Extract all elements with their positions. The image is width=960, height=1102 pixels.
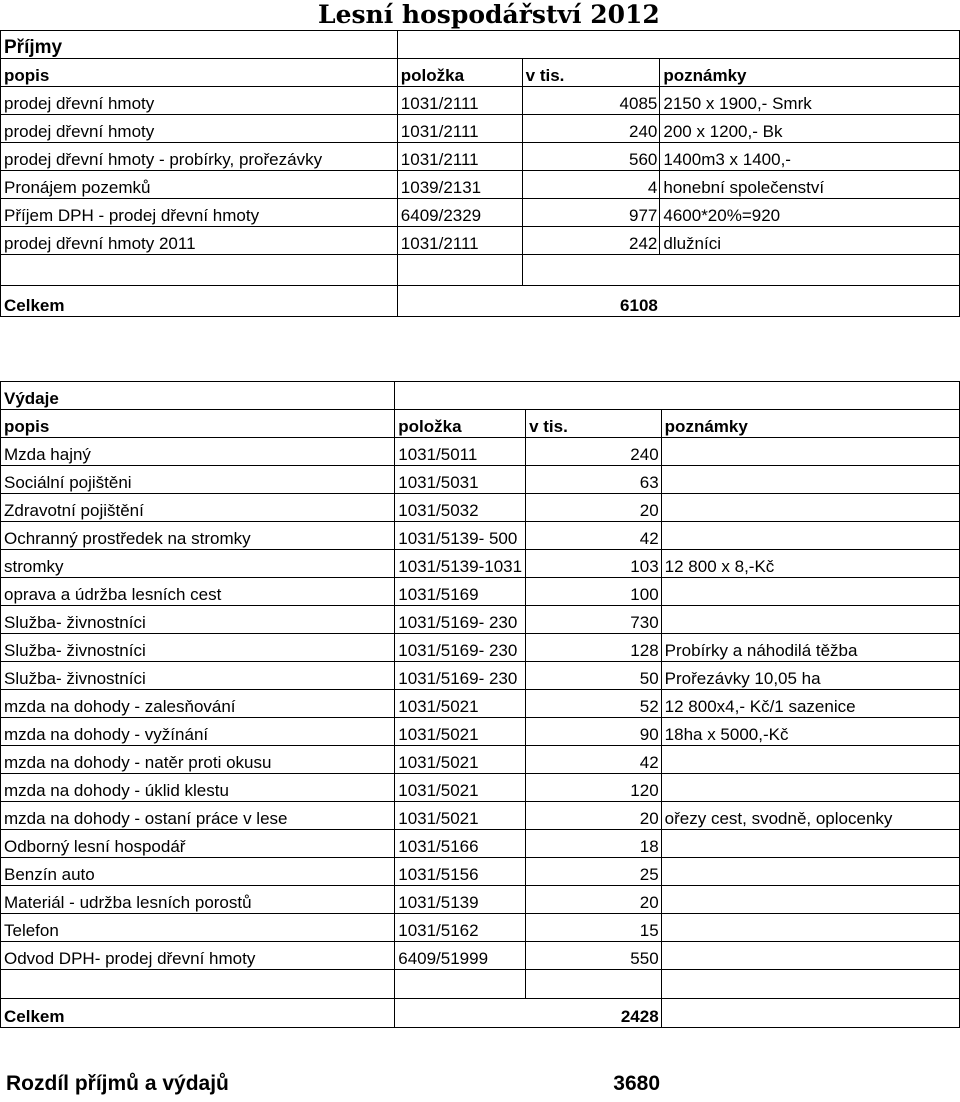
cell-vtis: 4 (522, 171, 660, 199)
cell-vtis: 42 (526, 746, 662, 774)
cell-polozka: 1031/5031 (395, 466, 526, 494)
empty-cell (1, 970, 395, 999)
cell-vtis: 977 (522, 199, 660, 227)
cell-vtis: 63 (526, 466, 662, 494)
cell-polozka: 1031/5032 (395, 494, 526, 522)
cell-poznamky: ořezy cest, svodně, oplocenky (661, 802, 959, 830)
cell-polozka: 1031/5139 (395, 886, 526, 914)
cell-popis: oprava a údržba lesních cest (1, 578, 395, 606)
income-header-row (1, 59, 960, 87)
table-row (1, 858, 960, 886)
cell-vtis: 120 (526, 774, 662, 802)
table-row (1, 466, 960, 494)
cell-polozka: 6409/2329 (397, 199, 522, 227)
cell-poznamky (661, 858, 959, 886)
cell-poznamky (661, 438, 959, 466)
cell-vtis: 52 (526, 690, 662, 718)
empty-cell (395, 382, 526, 410)
income-total-label: Celkem (1, 286, 398, 317)
cell-vtis: 550 (526, 942, 662, 970)
expense-total-value: 2428 (526, 999, 662, 1028)
cell-polozka: 1031/5169- 230 (395, 662, 526, 690)
empty-cell (661, 382, 959, 410)
empty-cell (660, 286, 960, 317)
table-row (1, 886, 960, 914)
cell-popis: Pronájem pozemků (1, 171, 398, 199)
header-poznamky: poznámky (661, 410, 959, 438)
cell-polozka: 1031/5021 (395, 746, 526, 774)
table-row (1, 774, 960, 802)
empty-cell (522, 255, 660, 286)
cell-poznamky: 12 800 x 8,-Kč (661, 550, 959, 578)
table-row (1, 171, 960, 199)
empty-cell (661, 999, 959, 1028)
table-row (1, 522, 960, 550)
cell-vtis: 90 (526, 718, 662, 746)
cell-popis: Služba- živnostníci (1, 662, 395, 690)
cell-polozka: 1031/5021 (395, 690, 526, 718)
empty-cell (522, 31, 660, 59)
table-row (1, 718, 960, 746)
header-vtis: v tis. (522, 59, 660, 87)
cell-vtis: 103 (526, 550, 662, 578)
header-vtis: v tis. (526, 410, 662, 438)
cell-popis: mzda na dohody - natěr proti okusu (1, 746, 395, 774)
cell-poznamky: 18ha x 5000,-Kč (661, 718, 959, 746)
cell-polozka: 1031/5139-1031 (395, 550, 526, 578)
header-popis: popis (1, 410, 395, 438)
cell-vtis: 240 (526, 438, 662, 466)
cell-popis: Služba- živnostníci (1, 606, 395, 634)
cell-poznamky: dlužníci (660, 227, 960, 255)
cell-popis: prodej dřevní hmoty 2011 (1, 227, 398, 255)
cell-vtis: 128 (526, 634, 662, 662)
empty-cell (660, 255, 960, 286)
cell-vtis: 730 (526, 606, 662, 634)
table-row (1, 143, 960, 171)
expense-spacer-row (1, 970, 960, 999)
income-title-row (1, 31, 960, 59)
cell-popis: Materiál - udržba lesních porostů (1, 886, 395, 914)
cell-popis: Příjem DPH - prodej dřevní hmoty (1, 199, 398, 227)
cell-poznamky (661, 942, 959, 970)
cell-vtis: 242 (522, 227, 660, 255)
table-row (1, 227, 960, 255)
empty-cell (661, 970, 959, 999)
empty-cell (526, 970, 662, 999)
header-polozka: položka (395, 410, 526, 438)
expense-section-title: Výdaje (1, 382, 395, 410)
cell-popis: Odborný lesní hospodář (1, 830, 395, 858)
table-row (1, 578, 960, 606)
cell-popis: mzda na dohody - úklid klestu (1, 774, 395, 802)
difference-label: Rozdíl příjmů a výdajů (6, 1072, 229, 1095)
cell-poznamky (661, 522, 959, 550)
income-spacer-row (1, 255, 960, 286)
expense-total-label: Celkem (1, 999, 395, 1028)
cell-polozka: 1031/5011 (395, 438, 526, 466)
cell-vtis: 20 (526, 886, 662, 914)
table-row (1, 87, 960, 115)
table-row (1, 830, 960, 858)
income-total-value: 6108 (397, 286, 660, 317)
cell-popis: mzda na dohody - zalesňování (1, 690, 395, 718)
cell-popis: stromky (1, 550, 395, 578)
header-poznamky: poznámky (660, 59, 960, 87)
cell-polozka: 1031/2111 (397, 143, 522, 171)
cell-popis: Odvod DPH- prodej dřevní hmoty (1, 942, 395, 970)
empty-cell (660, 31, 960, 59)
page-title: Lesní hospodářství 2012 (318, 0, 660, 29)
empty-cell (395, 970, 526, 999)
empty-cell (395, 999, 526, 1028)
difference-value: 3680 (613, 1072, 660, 1095)
table-row (1, 634, 960, 662)
expense-table (0, 381, 960, 1028)
table-row (1, 438, 960, 466)
cell-poznamky (661, 494, 959, 522)
cell-vtis: 25 (526, 858, 662, 886)
cell-polozka: 1031/5162 (395, 914, 526, 942)
cell-poznamky: Prořezávky 10,05 ha (661, 662, 959, 690)
cell-vtis: 20 (526, 494, 662, 522)
cell-polozka: 1031/2111 (397, 87, 522, 115)
cell-polozka: 1039/2131 (397, 171, 522, 199)
cell-popis: prodej dřevní hmoty - probírky, prořezávky (1, 143, 398, 171)
cell-popis: Telefon (1, 914, 395, 942)
table-row (1, 199, 960, 227)
income-table (0, 30, 960, 317)
cell-vtis: 15 (526, 914, 662, 942)
cell-popis: Sociální pojištěni (1, 466, 395, 494)
expense-header-row (1, 410, 960, 438)
income-total-row (1, 286, 960, 317)
table-row (1, 802, 960, 830)
table-row (1, 662, 960, 690)
cell-poznamky: 4600*20%=920 (660, 199, 960, 227)
cell-poznamky: 12 800x4,- Kč/1 sazenice (661, 690, 959, 718)
income-section-title: Příjmy (1, 31, 398, 59)
expense-total-row (1, 999, 960, 1028)
cell-popis: Benzín auto (1, 858, 395, 886)
table-row (1, 942, 960, 970)
cell-polozka: 1031/2111 (397, 115, 522, 143)
cell-poznamky: honební společenství (660, 171, 960, 199)
cell-polozka: 1031/5139- 500 (395, 522, 526, 550)
table-row (1, 494, 960, 522)
empty-cell (1, 255, 398, 286)
cell-popis: Zdravotní pojištění (1, 494, 395, 522)
cell-poznamky: 200 x 1200,- Bk (660, 115, 960, 143)
cell-polozka: 6409/51999 (395, 942, 526, 970)
cell-poznamky (661, 774, 959, 802)
cell-poznamky (661, 886, 959, 914)
cell-polozka: 1031/5021 (395, 802, 526, 830)
header-polozka: položka (397, 59, 522, 87)
cell-polozka: 1031/5021 (395, 774, 526, 802)
table-row (1, 746, 960, 774)
cell-popis: mzda na dohody - vyžínání (1, 718, 395, 746)
empty-cell (397, 31, 522, 59)
table-row (1, 914, 960, 942)
cell-poznamky (661, 830, 959, 858)
cell-vtis: 100 (526, 578, 662, 606)
cell-popis: Mzda hajný (1, 438, 395, 466)
empty-cell (397, 255, 522, 286)
table-row (1, 606, 960, 634)
cell-vtis: 18 (526, 830, 662, 858)
cell-vtis: 42 (526, 522, 662, 550)
cell-poznamky (661, 914, 959, 942)
table-row (1, 550, 960, 578)
cell-vtis: 560 (522, 143, 660, 171)
cell-popis: mzda na dohody - ostaní práce v lese (1, 802, 395, 830)
header-popis: popis (1, 59, 398, 87)
cell-polozka: 1031/5169- 230 (395, 634, 526, 662)
cell-poznamky (661, 466, 959, 494)
empty-cell (526, 382, 662, 410)
cell-poznamky: Probírky a náhodilá těžba (661, 634, 959, 662)
cell-popis: Služba- živnostníci (1, 634, 395, 662)
table-row (1, 115, 960, 143)
cell-vtis: 4085 (522, 87, 660, 115)
cell-poznamky: 2150 x 1900,- Smrk (660, 87, 960, 115)
cell-polozka: 1031/5021 (395, 718, 526, 746)
cell-poznamky (661, 606, 959, 634)
table-row (1, 690, 960, 718)
cell-polozka: 1031/5156 (395, 858, 526, 886)
cell-poznamky: 1400m3 x 1400,- (660, 143, 960, 171)
cell-poznamky (661, 746, 959, 774)
cell-vtis: 20 (526, 802, 662, 830)
cell-poznamky (661, 578, 959, 606)
cell-polozka: 1031/2111 (397, 227, 522, 255)
cell-polozka: 1031/5169 (395, 578, 526, 606)
cell-vtis: 50 (526, 662, 662, 690)
cell-popis: Ochranný prostředek na stromky (1, 522, 395, 550)
cell-polozka: 1031/5169- 230 (395, 606, 526, 634)
expense-title-row (1, 382, 960, 410)
cell-popis: prodej dřevní hmoty (1, 87, 398, 115)
cell-polozka: 1031/5166 (395, 830, 526, 858)
cell-popis: prodej dřevní hmoty (1, 115, 398, 143)
cell-vtis: 240 (522, 115, 660, 143)
